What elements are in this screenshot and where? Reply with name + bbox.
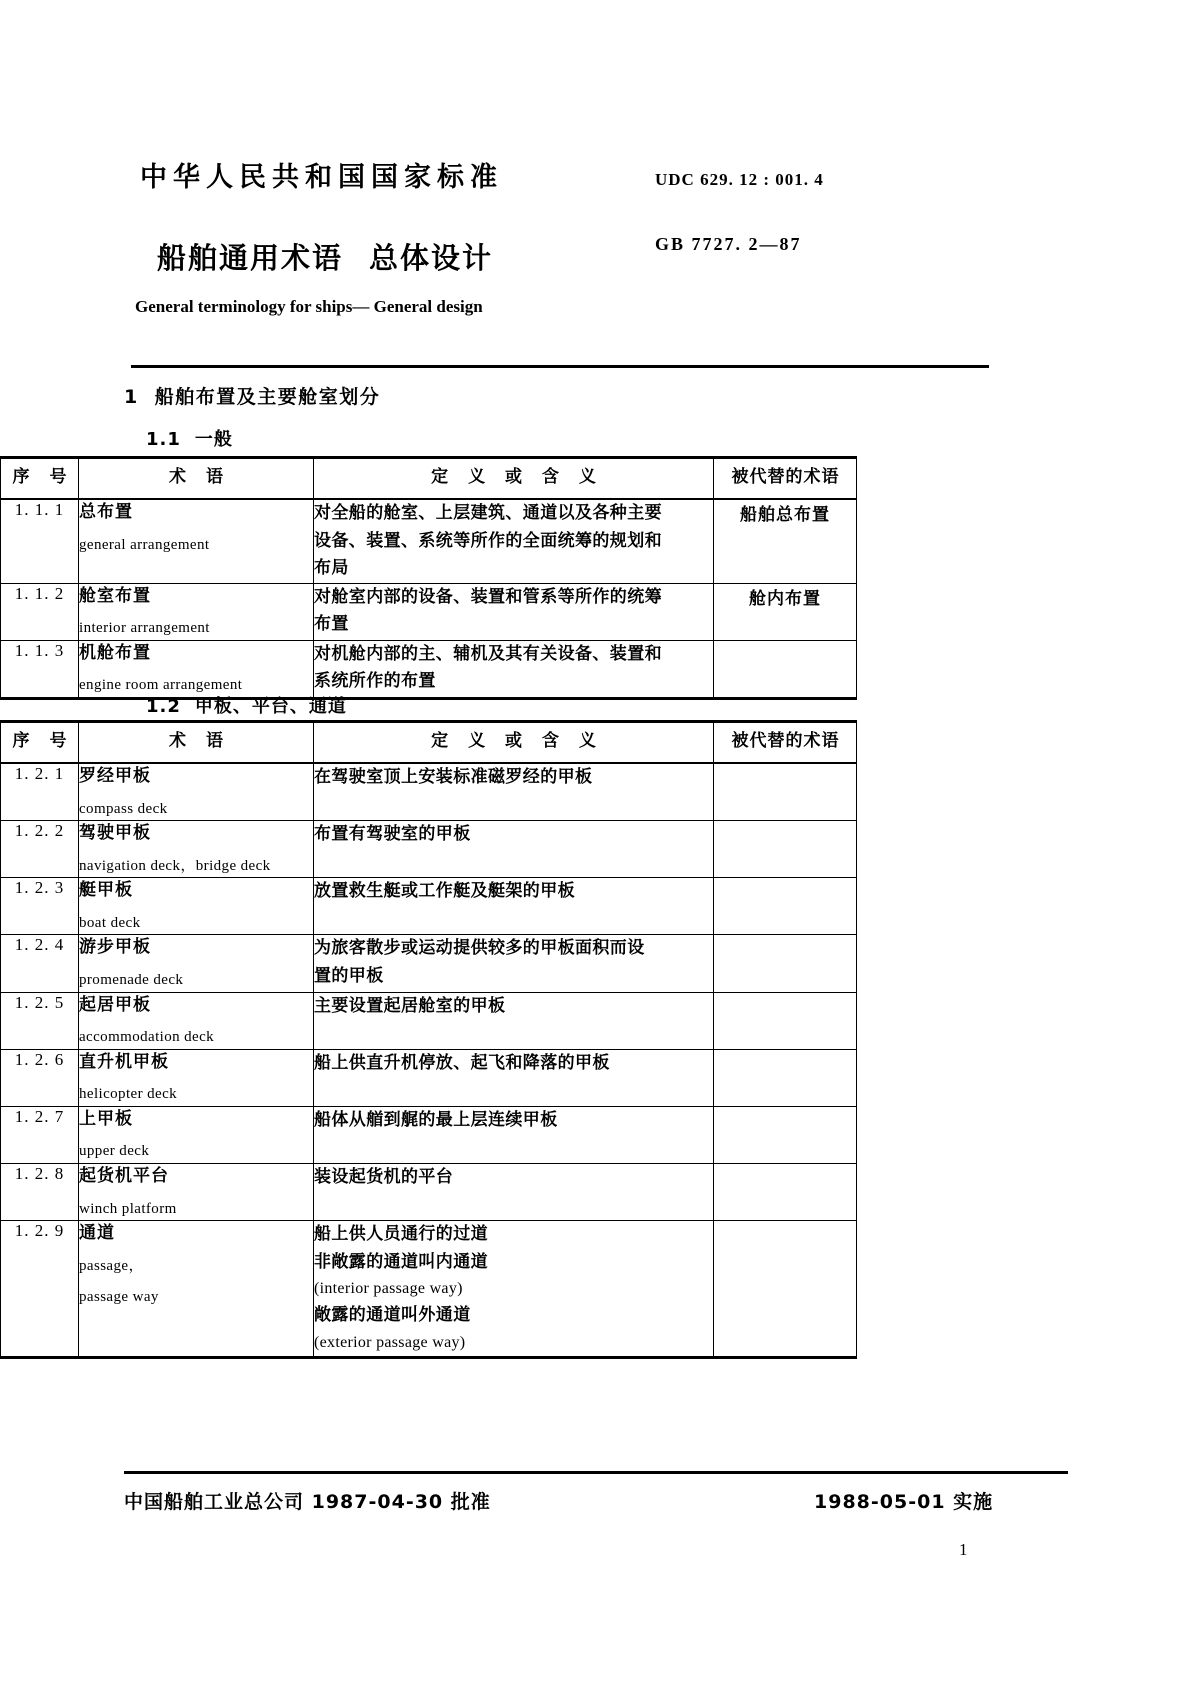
standard-number: GB 7727. 2—87	[655, 234, 802, 254]
subsection-1-1-title: 一般	[194, 429, 233, 450]
term-english: winch platform	[79, 1200, 177, 1217]
table-header-row	[1, 722, 857, 764]
term-chinese: 艇甲板	[79, 880, 133, 901]
definition-line: 船体从艏到艉的最上层连续甲板	[314, 1109, 558, 1130]
column-header-term: 术 语	[79, 458, 314, 500]
entry-replaced-term	[714, 992, 857, 1049]
standard-title-english: General terminology for ships— General design	[135, 297, 483, 316]
entry-term	[79, 1221, 314, 1357]
definition-line: 主要设置起居舱室的甲板	[314, 995, 506, 1016]
term-chinese: 驾驶甲板	[79, 823, 151, 844]
term-chinese: 游步甲板	[79, 937, 151, 958]
entry-term	[79, 763, 314, 821]
definition-line: 设备、装置、系统等所作的全面统筹的规划和	[314, 530, 662, 551]
column-header-definition: 定 义 或 含 义	[314, 458, 714, 500]
section-1-title: 船舶布置及主要舱室划分	[154, 386, 381, 408]
definition-line: 船上供人员通行的过道	[314, 1224, 488, 1245]
section-1-number: 1	[124, 386, 139, 408]
column-header-number: 序 号	[1, 722, 79, 764]
table-row	[1, 878, 857, 935]
column-header-term: 术 语	[79, 722, 314, 764]
subsection-1-2-title: 甲板、平台、通道	[194, 696, 347, 717]
term-chinese: 起居甲板	[79, 994, 151, 1015]
definition-line: 系统所作的布置	[314, 671, 436, 692]
term-english-alt: passage way	[79, 1289, 159, 1306]
term-english: promenade deck	[79, 972, 184, 989]
terminology-table-1-1	[0, 456, 857, 700]
entry-number: 1. 2. 4	[1, 935, 79, 992]
term-chinese: 舱室布置	[79, 585, 151, 606]
entry-replaced-term: 舱内布置	[714, 583, 857, 640]
entry-definition	[314, 583, 714, 640]
entry-term	[79, 499, 314, 583]
footer-divider-rule	[124, 1471, 1068, 1474]
entry-number: 1. 2. 2	[1, 821, 79, 878]
entry-number: 1. 2. 5	[1, 992, 79, 1049]
entry-replaced-term	[714, 1106, 857, 1163]
entry-definition	[314, 1049, 714, 1106]
definition-line: 为旅客散步或运动提供较多的甲板面积而设	[314, 938, 645, 959]
term-chinese: 上甲板	[79, 1108, 133, 1129]
document-masthead	[0, 0, 1191, 316]
standard-subject-sub: 总体设计	[369, 241, 494, 275]
term-chinese: 总布置	[79, 502, 133, 522]
definition-line: 布置有驾驶室的甲板	[314, 824, 471, 845]
entry-replaced-term	[714, 640, 857, 698]
entry-definition	[314, 1221, 714, 1357]
table-row	[1, 1163, 857, 1220]
definition-line: (exterior passage way)	[314, 1333, 466, 1351]
term-english: boat deck	[79, 914, 141, 931]
column-header-replaced-term: 被代替的术语	[714, 722, 857, 764]
term-english: interior arrangement	[79, 620, 210, 637]
definition-line: 布置	[314, 614, 349, 635]
standard-subject-title	[157, 236, 493, 277]
definition-line: 装设起货机的平台	[314, 1166, 454, 1187]
subsection-1-2-number: 1.2	[146, 696, 181, 717]
term-english: passage，	[79, 1257, 144, 1274]
entry-definition	[314, 1163, 714, 1220]
entry-term	[79, 1049, 314, 1106]
entry-definition	[314, 878, 714, 935]
entry-number: 1. 2. 7	[1, 1106, 79, 1163]
definition-line: 放置救生艇或工作艇及艇架的甲板	[314, 881, 575, 902]
header-divider-rule	[131, 365, 989, 368]
term-english: upper deck	[79, 1143, 150, 1160]
entry-definition	[314, 935, 714, 992]
table-row	[1, 763, 857, 821]
term-english: general arrangement	[79, 536, 210, 553]
entry-definition	[314, 1106, 714, 1163]
entry-number: 1. 2. 8	[1, 1163, 79, 1220]
definition-line: 对全船的舱室、上层建筑、通道以及各种主要	[314, 503, 662, 523]
subsection-heading-1-1	[146, 425, 233, 451]
entry-term	[79, 992, 314, 1049]
table-row	[1, 640, 857, 698]
subsection-heading-1-2	[146, 692, 347, 718]
subsection-1-1-number: 1.1	[146, 429, 181, 450]
term-english: accommodation deck	[79, 1029, 215, 1046]
table-row	[1, 583, 857, 640]
entry-replaced-term	[714, 763, 857, 821]
column-header-definition: 定 义 或 含 义	[314, 722, 714, 764]
term-english: helicopter deck	[79, 1086, 178, 1103]
entry-number: 1. 2. 1	[1, 763, 79, 821]
table-row	[1, 1106, 857, 1163]
entry-replaced-term	[714, 1163, 857, 1220]
definition-line: 置的甲板	[314, 965, 384, 986]
term-english: engine room arrangement	[79, 677, 243, 694]
entry-term	[79, 935, 314, 992]
definition-line: 对机舱内部的主、辅机及其有关设备、装置和	[314, 643, 662, 664]
definition-line: 船上供直升机停放、起飞和降落的甲板	[314, 1052, 610, 1073]
entry-term	[79, 640, 314, 698]
entry-term	[79, 878, 314, 935]
column-header-number: 序 号	[1, 458, 79, 500]
entry-replaced-term	[714, 935, 857, 992]
page-number: 1	[959, 1540, 968, 1559]
footer-implementation-text: 1988-05-01 实施	[814, 1491, 994, 1513]
standard-subject-main: 船舶通用术语	[157, 241, 344, 275]
definition-line: 对舱室内部的设备、装置和管系等所作的统筹	[314, 586, 662, 607]
table-header-row	[1, 458, 857, 500]
definition-line: 非敞露的通道叫内通道	[314, 1251, 488, 1272]
entry-replaced-term	[714, 878, 857, 935]
entry-number: 1. 2. 9	[1, 1221, 79, 1357]
term-chinese: 直升机甲板	[79, 1051, 169, 1072]
definition-line: 布局	[314, 558, 349, 579]
table-row	[1, 1221, 857, 1357]
term-chinese: 起货机平台	[79, 1165, 169, 1186]
term-english: compass deck	[79, 800, 168, 817]
entry-definition	[314, 992, 714, 1049]
entry-definition	[314, 821, 714, 878]
entry-term	[79, 1163, 314, 1220]
entry-definition	[314, 763, 714, 821]
definition-line: 在驾驶室顶上安装标准磁罗经的甲板	[314, 767, 593, 787]
table-row	[1, 821, 857, 878]
entry-term	[79, 821, 314, 878]
table-row	[1, 1049, 857, 1106]
table-row	[1, 499, 857, 583]
entry-number: 1. 1. 3	[1, 640, 79, 698]
entry-replaced-term	[714, 821, 857, 878]
entry-term	[79, 583, 314, 640]
table-row	[1, 935, 857, 992]
entry-term	[79, 1106, 314, 1163]
entry-number: 1. 1. 2	[1, 583, 79, 640]
national-standard-title: 中华人民共和国国家标准	[140, 162, 503, 193]
entry-number: 1. 2. 6	[1, 1049, 79, 1106]
term-chinese: 通道	[79, 1223, 115, 1244]
entry-replaced-term: 船舶总布置	[714, 499, 857, 583]
entry-number: 1. 2. 3	[1, 878, 79, 935]
entry-replaced-term	[714, 1221, 857, 1357]
column-header-replaced-term: 被代替的术语	[714, 458, 857, 500]
footer-approval-text: 中国船舶工业总公司 1987-04-30 批准	[124, 1491, 491, 1513]
term-english: navigation deck，bridge deck	[79, 857, 271, 874]
definition-line: 敞露的通道叫外通道	[314, 1305, 471, 1326]
entry-number: 1. 1. 1	[1, 499, 79, 583]
section-heading-1	[124, 382, 380, 409]
entry-definition	[314, 640, 714, 698]
udc-classification: UDC 629. 12 : 001. 4	[655, 170, 824, 189]
term-chinese: 罗经甲板	[79, 766, 151, 786]
terminology-table-1-2	[0, 720, 857, 1359]
term-chinese: 机舱布置	[79, 642, 151, 663]
definition-line: (interior passage way)	[314, 1280, 463, 1298]
table-row	[1, 992, 857, 1049]
entry-definition	[314, 499, 714, 583]
entry-replaced-term	[714, 1049, 857, 1106]
